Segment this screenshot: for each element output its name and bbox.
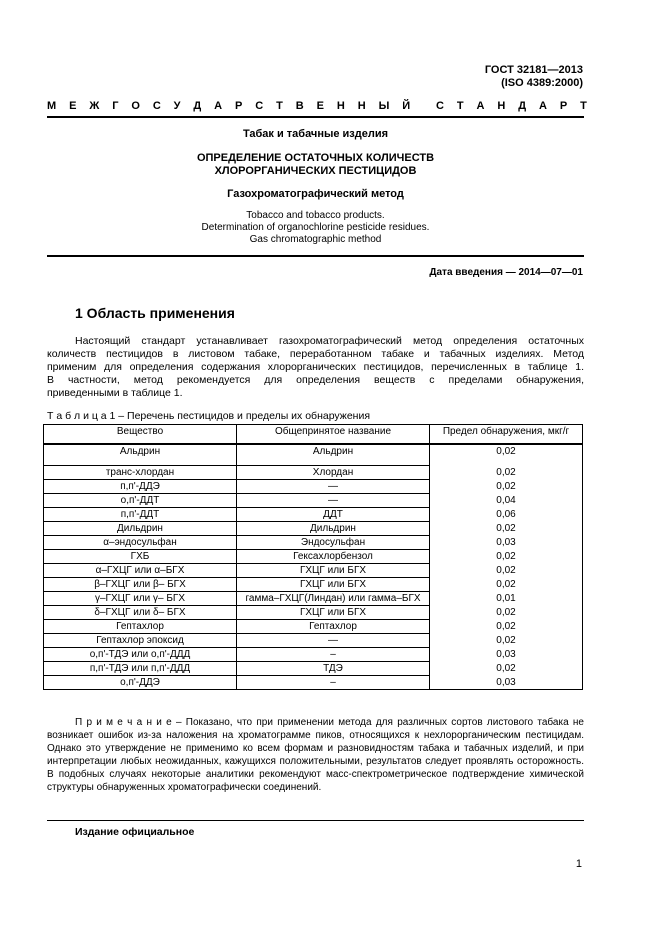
note-line: П р и м е ч а н и е – Показано, что при применении метода для различных сортов листового табака не bbox=[75, 717, 584, 728]
table-note bbox=[47, 716, 584, 794]
table-row bbox=[44, 620, 583, 634]
banner-letter: Д bbox=[193, 100, 202, 112]
table-row bbox=[44, 494, 583, 508]
cell-substance: транс-хлордан bbox=[44, 466, 237, 480]
title-main-line1: ОПРЕДЕЛЕНИЕ ОСТАТОЧНЫХ КОЛИЧЕСТВ bbox=[196, 152, 435, 164]
cell-substance: Альдрин bbox=[44, 444, 237, 466]
cell-common-name: гамма–ГХЦГ(Линдан) или гамма–БГХ bbox=[237, 592, 430, 606]
paragraph-line: В частности, метод рекомендуется для определения веществ с пределами обнаружения, bbox=[47, 374, 584, 386]
cell-substance: Гептахлор эпоксид bbox=[44, 634, 237, 648]
table-row bbox=[44, 606, 583, 620]
page-number: 1 bbox=[575, 858, 582, 870]
cell-detection-limit: 0,06 bbox=[430, 508, 583, 522]
table-row bbox=[44, 466, 583, 480]
cell-substance: п,п'-ДДЭ bbox=[44, 480, 237, 494]
title-main-line2: ХЛОРОРГАНИЧЕСКИХ ПЕСТИЦИДОВ bbox=[214, 165, 417, 177]
banner-letter: А bbox=[476, 100, 485, 112]
banner-letter: Т bbox=[580, 100, 587, 112]
cell-common-name: Дильдрин bbox=[237, 522, 430, 536]
cell-common-name: Альдрин bbox=[237, 444, 430, 466]
official-edition-label: Издание официальное bbox=[75, 826, 195, 838]
paragraph-line: приведенными в таблице 1. bbox=[47, 387, 183, 399]
title-method: Газохроматографический метод bbox=[227, 188, 404, 200]
banner-letter: А bbox=[214, 100, 223, 112]
note-line: Однако это утверждение не применимо ко всем формам и разновидностям табака и табачных изделий, и при bbox=[47, 743, 584, 754]
cell-detection-limit: 0,04 bbox=[430, 494, 583, 508]
banner-letter: Н bbox=[336, 100, 345, 112]
table-row bbox=[44, 508, 583, 522]
cell-common-name: ГХЦГ или БГХ bbox=[237, 564, 430, 578]
table-row bbox=[44, 662, 583, 676]
cell-substance: γ–ГХЦГ или γ– БГХ bbox=[44, 592, 237, 606]
pesticide-table bbox=[43, 424, 583, 690]
table-row bbox=[44, 444, 583, 466]
note-line: возникает ошибок из-за наложения на хроматограмме пиков, относящихся к нехлорорганическим пестицидам. bbox=[47, 730, 584, 741]
cell-substance: о,п'-ДДЭ bbox=[44, 676, 237, 690]
table-row bbox=[44, 550, 583, 564]
banner-letter: Ы bbox=[378, 100, 390, 112]
banner-letter: Ж bbox=[89, 100, 100, 112]
banner-letter: С bbox=[436, 100, 444, 112]
cell-detection-limit: 0,02 bbox=[430, 480, 583, 494]
title-english-line2: Determination of organochlorine pesticide residues. bbox=[201, 222, 430, 233]
iso-reference: (ISO 4389:2000) bbox=[501, 77, 583, 89]
table-caption bbox=[47, 410, 370, 422]
banner-letter: Г bbox=[112, 100, 119, 112]
table-row bbox=[44, 676, 583, 690]
standard-code: ГОСТ 32181—2013 bbox=[484, 64, 583, 76]
title-english-line1: Tobacco and tobacco products. bbox=[246, 210, 385, 221]
table-row bbox=[44, 648, 583, 662]
cell-common-name: ГХЦГ или БГХ bbox=[237, 606, 430, 620]
interstate-standard-banner bbox=[47, 100, 587, 112]
banner-letter: О bbox=[131, 100, 140, 112]
banner-letter: Е bbox=[316, 100, 324, 112]
cell-substance: δ–ГХЦГ или δ– БГХ bbox=[44, 606, 237, 620]
banner-letter: А bbox=[538, 100, 547, 112]
table-row bbox=[44, 592, 583, 606]
introduction-date: Дата введения — 2014—07—01 bbox=[429, 267, 583, 278]
header-common-name: Общепринятое название bbox=[237, 425, 430, 445]
title-subject: Табак и табачные изделия bbox=[242, 128, 389, 140]
cell-detection-limit: 0,02 bbox=[430, 444, 583, 466]
table-row bbox=[44, 564, 583, 578]
cell-substance: ГХБ bbox=[44, 550, 237, 564]
cell-substance: о,п'-ТДЭ или о,п'-ДДД bbox=[44, 648, 237, 662]
cell-substance: Дильдрин bbox=[44, 522, 237, 536]
title-rule bbox=[47, 255, 584, 257]
cell-detection-limit: 0,03 bbox=[430, 676, 583, 690]
cell-common-name: – bbox=[237, 676, 430, 690]
cell-common-name: Гептахлор bbox=[237, 620, 430, 634]
cell-substance: α–эндосульфан bbox=[44, 536, 237, 550]
banner-letter: У bbox=[173, 100, 181, 112]
banner-letter: Р bbox=[235, 100, 243, 112]
note-line: В подобных случаях некоторые аналитики рекомендуют масс-спектрометрическое подтверждение химической bbox=[47, 769, 584, 780]
banner-letter: Е bbox=[69, 100, 77, 112]
cell-detection-limit: 0,02 bbox=[430, 578, 583, 592]
cell-detection-limit: 0,02 bbox=[430, 466, 583, 480]
cell-detection-limit: 0,02 bbox=[430, 522, 583, 536]
cell-detection-limit: 0,01 bbox=[430, 592, 583, 606]
section-heading: 1 Область применения bbox=[75, 305, 235, 321]
table-header-row bbox=[44, 425, 583, 445]
cell-substance: о,п'-ДДТ bbox=[44, 494, 237, 508]
header-substance: Вещество bbox=[44, 425, 237, 445]
table-caption-text: – Перечень пестицидов и пределы их обнаружения bbox=[115, 410, 371, 422]
banner-letter: Р bbox=[559, 100, 568, 112]
cell-common-name: ДДТ bbox=[237, 508, 430, 522]
cell-substance: п,п'-ТДЭ или п,п'-ДДД bbox=[44, 662, 237, 676]
cell-substance: Гептахлор bbox=[44, 620, 237, 634]
cell-common-name: Хлордан bbox=[237, 466, 430, 480]
banner-letter: Н bbox=[357, 100, 366, 112]
cell-substance: β–ГХЦГ или β– БГХ bbox=[44, 578, 237, 592]
cell-common-name: Гексахлорбензол bbox=[237, 550, 430, 564]
cell-substance: п,п'-ДДТ bbox=[44, 508, 237, 522]
cell-detection-limit: 0,03 bbox=[430, 648, 583, 662]
cell-common-name: — bbox=[237, 634, 430, 648]
table-row bbox=[44, 480, 583, 494]
banner-letter: В bbox=[295, 100, 304, 112]
table-row bbox=[44, 536, 583, 550]
header-detection-limit: Предел обнаружения, мкг/г bbox=[430, 425, 583, 445]
cell-detection-limit: 0,03 bbox=[430, 536, 583, 550]
note-line: интерпретации любых неожиданных, кажущихся положительными, результатов следует проявлять осторожность. bbox=[47, 756, 584, 767]
paragraph-line: количеств пестицидов в листовом табаке, переработанном табаке и табачных изделиях. Метод bbox=[47, 348, 584, 360]
paragraph-line: Настоящий стандарт устанавливает газохроматографический метод определения остаточных bbox=[75, 335, 584, 347]
table-row bbox=[44, 634, 583, 648]
banner-letter: Д bbox=[518, 100, 527, 112]
banner-letter: М bbox=[47, 100, 57, 112]
banner-letter: Й bbox=[402, 100, 411, 112]
cell-common-name: — bbox=[237, 494, 430, 508]
cell-detection-limit: 0,02 bbox=[430, 606, 583, 620]
cell-detection-limit: 0,02 bbox=[430, 620, 583, 634]
table-caption-prefix: Т а б л и ц а 1 bbox=[47, 410, 116, 422]
cell-substance: α–ГХЦГ или α–БГХ bbox=[44, 564, 237, 578]
cell-common-name: Эндосульфан bbox=[237, 536, 430, 550]
banner-letter: С bbox=[152, 100, 161, 112]
header-rule bbox=[47, 116, 584, 118]
title-english-line3: Gas chromatographic method bbox=[249, 234, 382, 245]
cell-detection-limit: 0,02 bbox=[430, 634, 583, 648]
table-body bbox=[44, 444, 583, 690]
banner-letter: Т bbox=[456, 100, 464, 112]
banner-letter: С bbox=[255, 100, 264, 112]
cell-common-name: – bbox=[237, 648, 430, 662]
paragraph-line: применим для определения содержания хлорорганических пестицидов, перечисленных в таблице 1. bbox=[47, 361, 584, 373]
cell-common-name: — bbox=[237, 480, 430, 494]
footer-rule bbox=[47, 820, 584, 821]
cell-detection-limit: 0,02 bbox=[430, 662, 583, 676]
cell-common-name: ГХЦГ или БГХ bbox=[237, 578, 430, 592]
banner-letter: Н bbox=[497, 100, 506, 112]
cell-common-name: ТДЭ bbox=[237, 662, 430, 676]
section-paragraph bbox=[47, 335, 584, 400]
note-line: структуры обнаруженных хроматографически соединений. bbox=[47, 782, 322, 793]
cell-detection-limit: 0,02 bbox=[430, 550, 583, 564]
cell-detection-limit: 0,02 bbox=[430, 564, 583, 578]
table-row bbox=[44, 522, 583, 536]
banner-letter: Т bbox=[276, 100, 283, 112]
table-row bbox=[44, 578, 583, 592]
